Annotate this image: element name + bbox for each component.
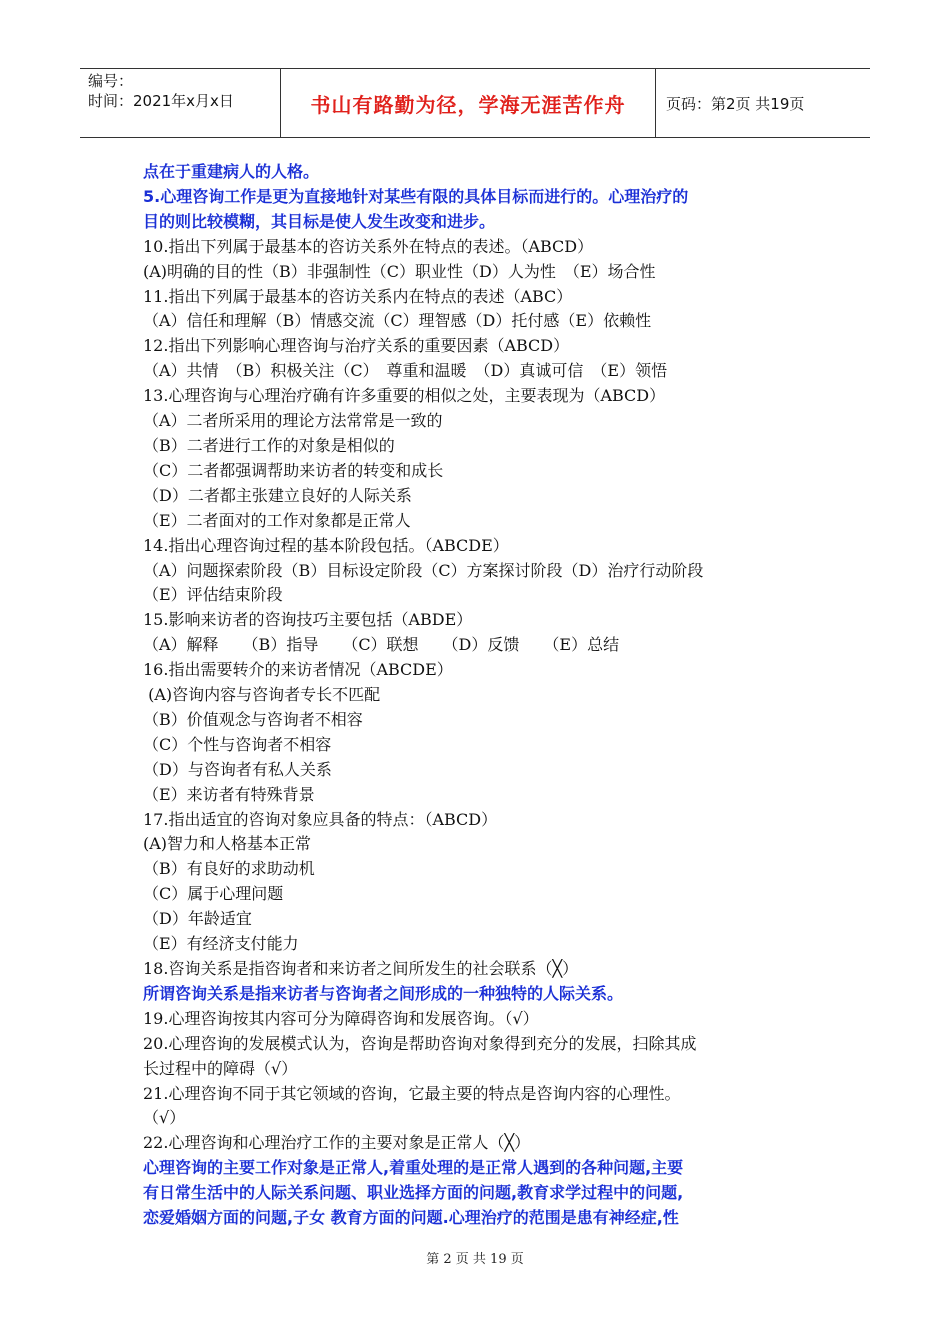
question-line: （B）二者进行工作的对象是相似的 (143, 435, 395, 455)
question-line: （D）二者都主张建立良好的人际关系 (143, 485, 412, 505)
question-line: 长过程中的障碍（√） (143, 1058, 298, 1078)
answer-explanation-line: 点在于重建病人的人格。 (143, 162, 320, 181)
question-line: (A)明确的目的性（B）非强制性（C）职业性（D）人为性 （E）场合性 (143, 261, 656, 281)
question-line: 20.心理咨询的发展模式认为，咨询是帮助咨询对象得到充分的发展，扫除其成 (143, 1033, 697, 1053)
question-line: 22.心理咨询和心理治疗工作的主要对象是正常人（╳） (143, 1133, 531, 1153)
question-line: 11.指出下列属于最基本的咨访关系内在特点的表述（ABC） (143, 286, 573, 306)
question-line: （C）二者都强调帮助来访者的转变和成长 (143, 460, 444, 480)
serial-label: 编号： (88, 72, 134, 90)
question-line: (A)咨询内容与咨询者专长不匹配 (143, 685, 381, 705)
question-line: 18.咨询关系是指咨询者和来访者之间所发生的社会联系（╳） (143, 959, 579, 978)
question-line: （B）价值观念与咨询者不相容 (143, 709, 363, 729)
answer-explanation-line: 目的则比较模糊，其目标是使人发生改变和进步。 (143, 211, 496, 231)
answer-explanation-line: 有日常生活中的人际关系问题、职业选择方面的问题,教育求学过程中的问题, (143, 1183, 684, 1203)
question-line: （A）解释 （B）指导 （C）联想 （D）反馈 （E）总结 (143, 635, 620, 655)
date-label: 时间：2021年x月x日 (88, 92, 234, 110)
page-header (80, 68, 870, 138)
question-line: 13.心理咨询与心理治疗确有许多重要的相似之处，主要表现为（ABCD） (143, 386, 666, 406)
document-body (143, 160, 811, 1231)
question-line: 17.指出适宜的咨询对象应具备的特点：（ABCD） (143, 809, 498, 829)
question-line: （A）二者所采用的理论方法常常是一致的 (143, 411, 443, 431)
question-line: 21.心理咨询不同于其它领域的咨询，它最主要的特点是咨询内容的心理性。 (143, 1083, 681, 1103)
question-line: 12.指出下列影响心理咨询与治疗关系的重要因素（ABCD） (143, 336, 570, 356)
question-line: （E）有经济支付能力 (143, 934, 299, 954)
question-line: 16.指出需要转介的来访者情况（ABCDE） (143, 660, 453, 680)
question-line: 14.指出心理咨询过程的基本阶段包括。（ABCDE） (143, 535, 509, 555)
question-line: （D）与咨询者有私人关系 (143, 759, 332, 779)
question-line: （E）评估结束阶段 (143, 585, 283, 605)
question-line: （C）属于心理问题 (143, 884, 284, 904)
question-line: （A）共情 （B）积极关注（C） 尊重和温暖 （D）真诚可信 （E）领悟 (143, 361, 668, 381)
header-meta (80, 69, 280, 137)
page-footer: 第 2 页 共 19 页 (426, 1252, 524, 1267)
question-line: 10.指出下列属于最基本的咨访关系外在特点的表述。（ABCD） (143, 236, 594, 256)
question-line: （B）有良好的求助动机 (143, 859, 315, 879)
answer-explanation-line: 5.心理咨询工作是更为直接地针对某些有限的具体目标而进行的。心理治疗的 (143, 186, 689, 206)
question-line: (A)智力和人格基本正常 (143, 834, 312, 854)
question-line: （A）信任和理解（B）情感交流（C）理智感（D）托付感（E）依赖性 (143, 311, 652, 331)
question-line: 19.心理咨询按其内容可分为障碍咨询和发展咨询。（√） (143, 1008, 539, 1028)
question-line: （E）来访者有特殊背景 (143, 784, 315, 804)
question-line: （A）问题探索阶段（B）目标设定阶段（C）方案探讨阶段（D）治疗行动阶段 (143, 560, 704, 580)
header-page-code: 页码：第2页 共19页 (666, 94, 805, 113)
question-line: （√） (143, 1108, 186, 1128)
answer-explanation-line: 所谓咨询关系是指来访者与咨询者之间形成的一种独特的人际关系。 (143, 983, 624, 1003)
question-line: （E）二者面对的工作对象都是正常人 (143, 510, 411, 530)
answer-explanation-line: 恋爱婚姻方面的问题,子女 教育方面的问题.心理治疗的范围是患有神经症,性 (143, 1208, 679, 1228)
question-line: （C）个性与咨询者不相容 (143, 734, 332, 754)
question-line: （D）年龄适宜 (143, 909, 252, 929)
answer-explanation-line: 心理咨询的主要工作对象是正常人,着重处理的是正常人遇到的各种问题,主要 (143, 1158, 684, 1178)
header-motto: 书山有路勤为径，学海无涯苦作舟 (280, 69, 656, 137)
question-line: 15.影响来访者的咨询技巧主要包括（ABDE） (143, 610, 473, 630)
